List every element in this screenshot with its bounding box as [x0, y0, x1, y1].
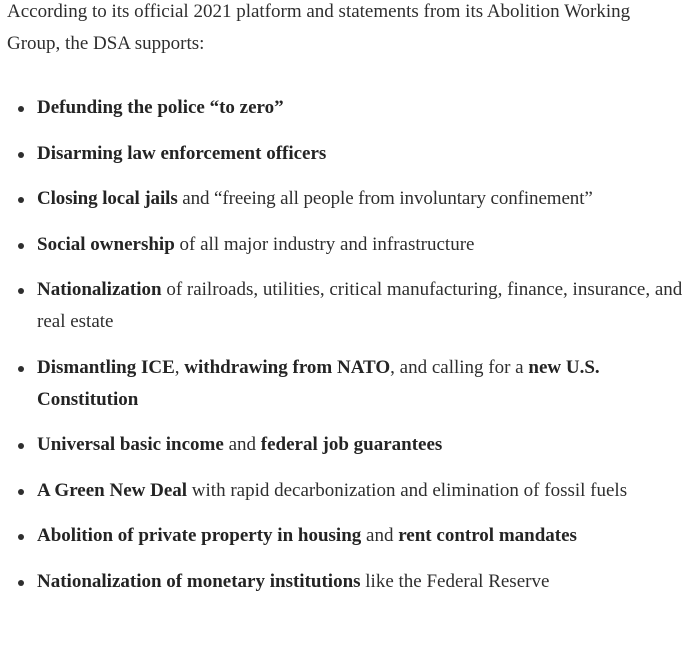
list-item	[7, 352, 686, 416]
bold-phrase: Closing local jails	[37, 188, 178, 209]
bold-phrase: Disarming law enforcement officers	[37, 142, 327, 164]
list-item	[7, 429, 686, 461]
bold-phrase: Universal basic income	[37, 434, 224, 455]
list-item	[7, 475, 686, 507]
item-text: of railroads, utilities, critical manufacturing, finance, insurance, and real estate	[37, 279, 683, 332]
intro-paragraph: According to its official 2021 platform and statements from its Abolition Working Group, the DSA supports:	[7, 1, 631, 54]
item-text: ,	[174, 356, 185, 378]
item-text: and “freeing all people from involuntary confinement”	[177, 188, 593, 209]
bold-phrase: A Green New Deal	[37, 479, 188, 501]
bold-phrase: Abolition of private property in housing	[37, 525, 362, 546]
item-text: with rapid decarbonization and elimination of fossil fuels	[187, 479, 628, 501]
bold-phrase: rent control mandates	[398, 525, 577, 546]
bold-phrase: withdrawing from NATO	[184, 356, 391, 378]
list-item	[7, 274, 686, 338]
bold-phrase: Nationalization	[37, 279, 162, 300]
item-text: of all major industry and infrastructure	[174, 233, 475, 255]
list-item	[7, 183, 686, 215]
list-item	[7, 520, 686, 552]
bold-phrase: Social ownership	[37, 233, 175, 255]
list-item	[7, 92, 686, 124]
platform-list	[7, 92, 686, 598]
list-item	[7, 229, 686, 261]
list-item	[7, 138, 686, 170]
bold-phrase: federal job guarantees	[260, 434, 443, 455]
list-item	[7, 566, 686, 598]
bold-phrase: Dismantling ICE	[37, 356, 175, 378]
item-text: , and calling for a	[390, 356, 529, 378]
bold-phrase: Defunding the police “to zero”	[37, 97, 284, 118]
item-text: and	[223, 434, 261, 455]
bold-phrase: new U.S. Constitution	[37, 356, 600, 410]
item-text: like the Federal Reserve	[360, 570, 550, 592]
bold-phrase: Nationalization of monetary institutions	[37, 570, 361, 592]
item-text: and	[361, 525, 399, 546]
